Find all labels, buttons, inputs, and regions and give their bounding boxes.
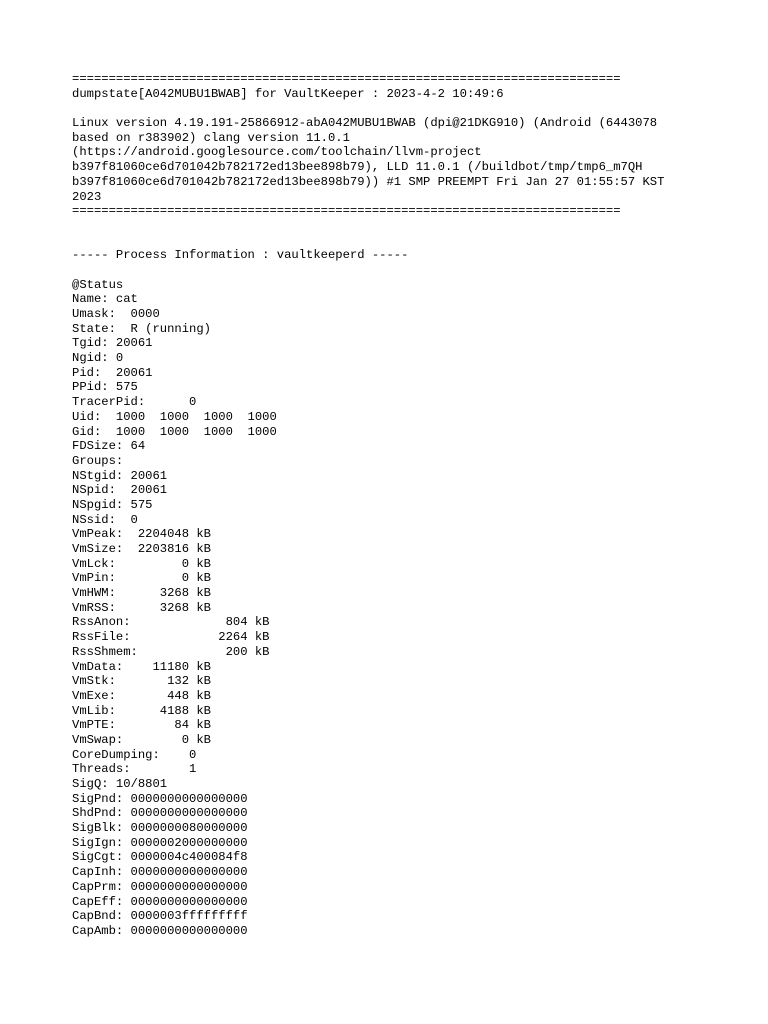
status-line: NSpgid: 575 bbox=[72, 497, 153, 512]
status-line: Pid: 20061 bbox=[72, 365, 153, 380]
status-line: CapBnd: 0000003fffffffff bbox=[72, 909, 248, 924]
dumpstate-title: dumpstate[A042MUBU1BWAB] for VaultKeeper : 2023-4-2 10:49:6 bbox=[72, 86, 504, 101]
status-line: PPid: 575 bbox=[72, 380, 138, 395]
kernel-version-line: b397f81060ce6d701042b782172ed13bee898b79), LLD 11.0.1 (/buildbot/tmp/tmp6_m7QH bbox=[72, 160, 643, 175]
status-line: SigCgt: 0000004c400084f8 bbox=[72, 850, 248, 865]
status-line: CoreDumping: 0 bbox=[72, 747, 197, 762]
status-line: VmData: 11180 kB bbox=[72, 659, 211, 674]
status-line: VmPTE: 84 kB bbox=[72, 718, 211, 733]
status-line: VmSwap: 0 kB bbox=[72, 732, 211, 747]
status-line: RssShmem: 200 kB bbox=[72, 644, 270, 659]
status-line: Groups: bbox=[72, 453, 124, 468]
status-line: VmSize: 2203816 kB bbox=[72, 542, 211, 556]
spacer bbox=[72, 219, 712, 234]
status-line: Threads: 1 bbox=[72, 762, 197, 777]
status-line: Name: cat bbox=[72, 292, 138, 307]
status-line: VmStk: 132 kB bbox=[72, 674, 211, 689]
status-line: SigIgn: 0000002000000000 bbox=[72, 835, 248, 850]
kernel-version-line: based on r383902) clang version 11.0.1 bbox=[72, 130, 350, 145]
status-line: Ngid: 0 bbox=[72, 351, 124, 366]
status-line: NSsid: 0 bbox=[72, 512, 138, 527]
status-line: CapAmb: 0000000000000000 bbox=[72, 923, 248, 938]
status-line: SigPnd: 0000000000000000 bbox=[72, 791, 248, 806]
spacer bbox=[72, 101, 712, 116]
status-line: VmLck: 0 kB bbox=[72, 556, 211, 571]
kernel-version-line: 2023 bbox=[72, 189, 102, 204]
status-block bbox=[72, 292, 712, 938]
status-line: ShdPnd: 0000000000000000 bbox=[72, 806, 248, 821]
status-line: CapEff: 0000000000000000 bbox=[72, 894, 248, 909]
spacer bbox=[72, 263, 712, 278]
status-line: VmLib: 4188 kB bbox=[72, 703, 211, 718]
kernel-version-line: (https://android.googlesource.com/toolchain/llvm-project bbox=[72, 145, 482, 160]
status-line: RssFile: 2264 kB bbox=[72, 630, 270, 645]
status-line: VmRSS: 3268 kB bbox=[72, 600, 211, 615]
status-line: CapPrm: 0000000000000000 bbox=[72, 879, 248, 894]
status-line: Tgid: 20061 bbox=[72, 336, 153, 351]
status-line: VmExe: 448 kB bbox=[72, 688, 211, 703]
header-rule-bottom: =========================================================================== bbox=[72, 204, 621, 219]
status-line: State: R (running) bbox=[72, 321, 211, 336]
status-line: SigBlk: 0000000080000000 bbox=[72, 821, 248, 836]
kernel-version-line: b397f81060ce6d701042b782172ed13bee898b79)) #1 SMP PREEMPT Fri Jan 27 01:55:57 KST bbox=[72, 174, 665, 189]
status-line: Umask: 0000 bbox=[72, 307, 160, 321]
status-line: CapInh: 0000000000000000 bbox=[72, 865, 248, 880]
status-line: NStgid: 20061 bbox=[72, 468, 168, 483]
status-line: Uid: 1000 1000 1000 1000 bbox=[72, 409, 277, 424]
status-line: VmPeak: 2204048 kB bbox=[72, 527, 211, 542]
status-line: TracerPid: 0 bbox=[72, 395, 197, 410]
status-line: VmPin: 0 kB bbox=[72, 571, 211, 586]
kernel-version-line: Linux version 4.19.191-25866912-abA042MUBU1BWAB (dpi@21DKG910) (Android (6443078 bbox=[72, 116, 658, 131]
status-label: @Status bbox=[72, 277, 124, 292]
status-line: RssAnon: 804 kB bbox=[72, 615, 270, 630]
spacer bbox=[72, 234, 712, 249]
process-heading: ----- Process Information : vaultkeeperd ----- bbox=[72, 248, 409, 263]
status-line: VmHWM: 3268 kB bbox=[72, 586, 211, 601]
status-line: NSpid: 20061 bbox=[72, 483, 168, 498]
header-rule-top: =========================================================================== bbox=[72, 72, 621, 86]
document-page bbox=[72, 72, 712, 939]
status-line: SigQ: 10/8801 bbox=[72, 777, 168, 791]
status-line: FDSize: 64 bbox=[72, 439, 146, 454]
status-line: Gid: 1000 1000 1000 1000 bbox=[72, 424, 277, 439]
